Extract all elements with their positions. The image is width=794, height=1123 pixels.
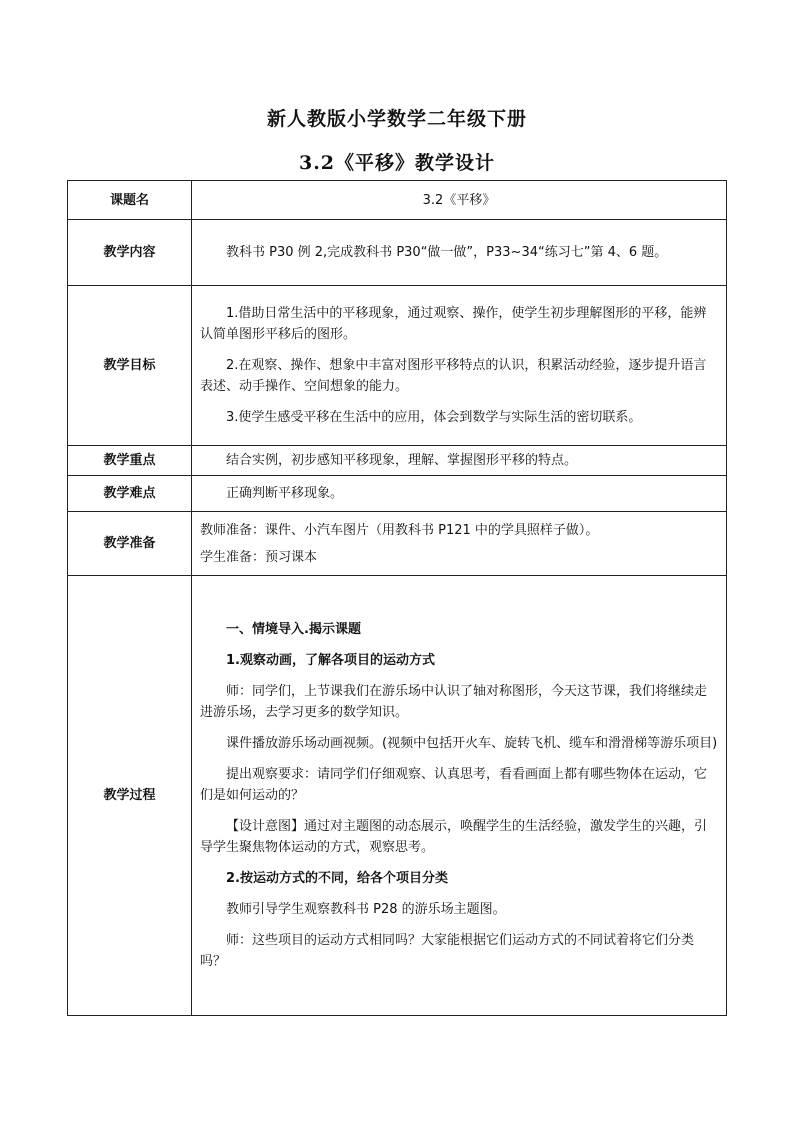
teacher-preparation: 教师准备：课件、小汽车图片（用教科书 P121 中的学具照样子做）。: [200, 522, 599, 538]
topic-label: 课题名: [68, 181, 192, 220]
page-title: 新人教版小学数学二年级下册: [266, 108, 527, 130]
process-paragraph: 课件播放游乐场动画视频。(视频中包括开火车、旋转飞机、缆车和滑滑梯等游乐项目): [226, 736, 718, 751]
goals-cell: [192, 286, 727, 446]
topic-value: 3.2《平移》: [192, 181, 727, 220]
goals-label: 教学目标: [68, 286, 192, 446]
section-heading: 一、情境导入.揭示课题: [226, 622, 361, 637]
content-cell: [192, 220, 727, 286]
key-points-cell: [192, 446, 727, 476]
step-heading: 1.观察动画，了解各项目的运动方式: [226, 653, 435, 668]
table-row-process: [68, 576, 727, 1016]
page-subtitle: 3.2《平移》教学设计: [298, 152, 496, 174]
difficulty-label: 教学难点: [68, 476, 192, 512]
process-paragraph: 师：同学们，上节课我们在游乐场中认识了轴对称图形，今天这节课，我们将继续走进游乐场，去学习更多的数学知识。: [200, 684, 708, 720]
difficulty-text: 正确判断平移现象。: [226, 486, 344, 501]
preparation-label: 教学准备: [68, 512, 192, 576]
student-preparation: 学生准备：预习课本: [200, 549, 318, 565]
table-row-key-points: [68, 446, 727, 476]
key-points-label: 教学重点: [68, 446, 192, 476]
goal-item: 2.在观察、操作、想象中丰富对图形平移特点的认识，积累活动经验，逐步提升语言表述、动手操作、空间想象的能力。: [200, 358, 707, 394]
step-heading: 2.按运动方式的不同，给各个项目分类: [226, 871, 448, 886]
process-cell: [192, 576, 727, 1016]
goal-item: 3.使学生感受平移在生活中的应用，体会到数学与实际生活的密切联系。: [226, 410, 642, 425]
goal-item: 1.借助日常生活中的平移现象，通过观察、操作，使学生初步理解图形的平移，能辨认简单图形平移后的图形。: [200, 306, 707, 342]
content-text: 教科书 P30 例 2,完成教科书 P30“做一做”，P33~34“练习七”第 4、6 题。: [226, 245, 668, 260]
table-row-topic: [68, 181, 727, 220]
table-row-goals: [68, 286, 727, 446]
lesson-plan-table: [67, 180, 727, 1016]
table-row-content: [68, 220, 727, 286]
process-label: 教学过程: [68, 576, 192, 1016]
difficulty-cell: [192, 476, 727, 512]
table-row-preparation: [68, 512, 727, 576]
key-points-text: 结合实例，初步感知平移现象，理解、掌握图形平移的特点。: [226, 453, 578, 468]
process-paragraph: 师：这些项目的运动方式相同吗？大家能根据它们运动方式的不同试着将它们分类吗？: [200, 933, 695, 969]
preparation-cell: [192, 512, 727, 576]
content-label: 教学内容: [68, 220, 192, 286]
design-intent: 【设计意图】通过对主题图的动态展示，唤醒学生的生活经验，激发学生的兴趣，引导学生聚焦物体运动的方式，观察思考。: [200, 819, 708, 855]
table-row-difficulty: [68, 476, 727, 512]
process-paragraph: 教师引导学生观察教科书 P28 的游乐场主题图。: [226, 902, 506, 917]
process-paragraph: 提出观察要求：请同学们仔细观察、认真思考，看看画面上都有哪些物体在运动，它们是如何运动的？: [200, 767, 708, 803]
